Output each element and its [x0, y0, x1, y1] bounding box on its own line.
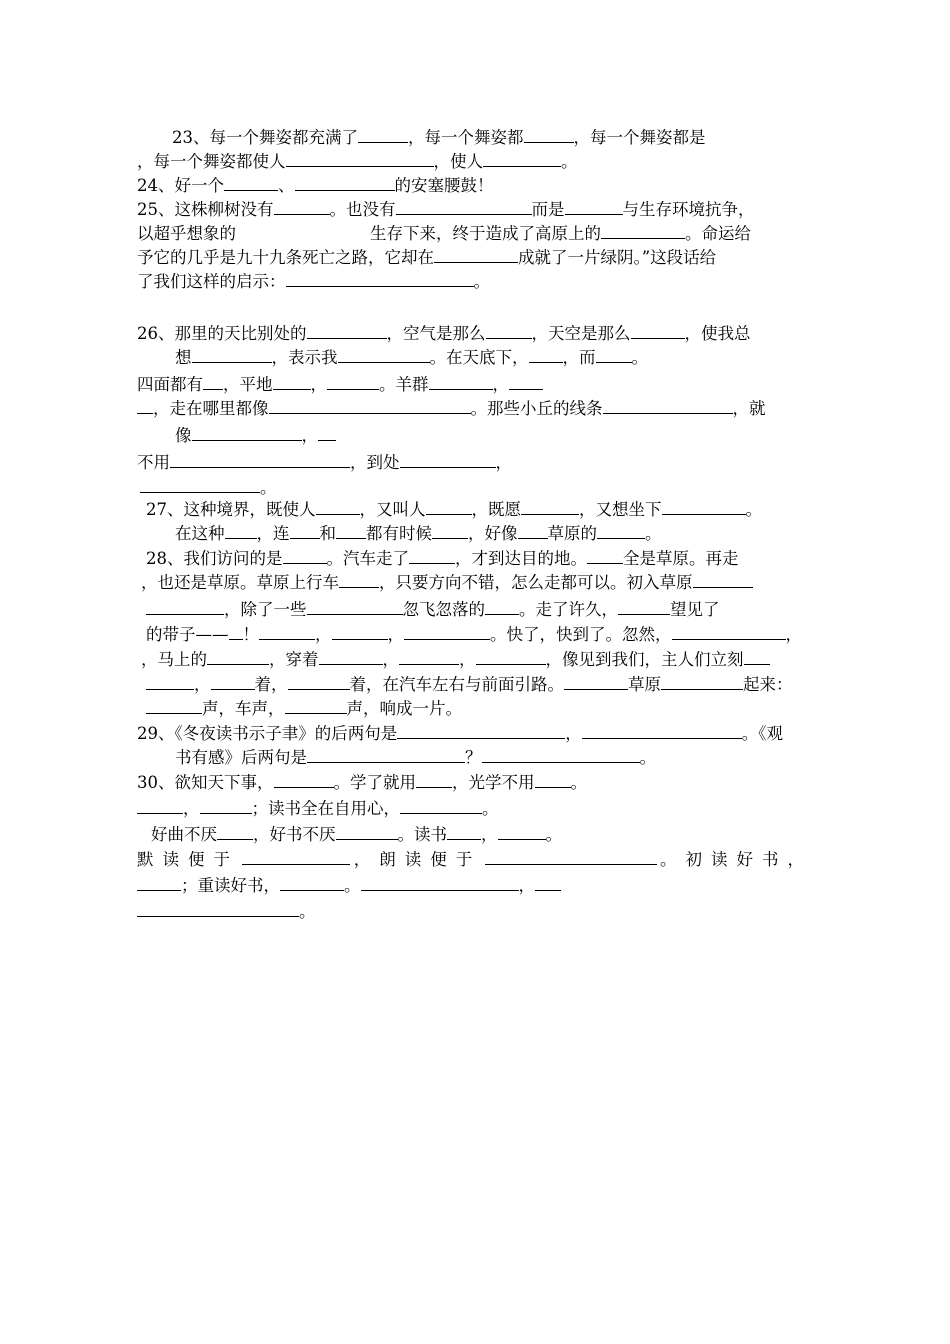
blank[interactable]: [486, 322, 532, 339]
blank[interactable]: [336, 823, 398, 840]
blank[interactable]: [229, 623, 243, 640]
q28-line-2: ，也还是草原。草原上行车 ，只要方向不错，怎么走都可以。初入草原: [141, 571, 753, 595]
blank[interactable]: [192, 424, 302, 441]
blank[interactable]: [146, 673, 194, 690]
blank[interactable]: [288, 673, 350, 690]
blank[interactable]: [273, 373, 311, 390]
blank[interactable]: [518, 522, 548, 539]
blank[interactable]: [416, 771, 452, 788]
blank[interactable]: [203, 373, 223, 390]
q27-line-1: 27、这种境界，既使人 ，又叫人 ，既愿 ，又想坐下 。: [146, 500, 762, 519]
q25-line-2: 以超乎想象的 生存下来，终于造成了高原上的 。命运给: [137, 224, 751, 243]
q26-line-4: ，走在哪里都像 。那些小丘的线条 ，就: [137, 397, 766, 421]
blank[interactable]: [274, 198, 330, 215]
blank[interactable]: [429, 373, 493, 390]
blank[interactable]: [295, 174, 395, 191]
blank[interactable]: [192, 346, 272, 363]
blank[interactable]: [339, 571, 379, 588]
blank[interactable]: [207, 648, 269, 665]
blank[interactable]: [137, 900, 299, 917]
blank[interactable]: [332, 623, 388, 640]
blank[interactable]: [529, 346, 563, 363]
blank[interactable]: [400, 451, 496, 468]
q30-line-6: 。: [137, 900, 316, 924]
blank[interactable]: [336, 522, 366, 539]
q25-line-1: 25、这株柳树没有 。也没有 而是 与生存环境抗争，: [137, 200, 755, 219]
q26-line-7: 。: [140, 476, 277, 500]
q30-line-1: 30、欲知天下事， 。学了就用 ，光学不用 。: [137, 773, 587, 792]
blank[interactable]: [137, 874, 181, 891]
blank[interactable]: [535, 874, 561, 891]
q26-line-1: 26、那里的天比别处的 ，空气是那么 ，天空是那么 ，使我总: [137, 324, 751, 343]
blank[interactable]: [603, 397, 733, 414]
blank[interactable]: [269, 397, 471, 414]
blank[interactable]: [509, 373, 543, 390]
blank[interactable]: [672, 623, 786, 640]
blank[interactable]: [146, 598, 224, 615]
q28-line-3: ，除了一些 忽飞忽落的 。走了许久， 望见了: [146, 598, 720, 622]
q30-line-2: ， ；读书全在自用心， 。: [137, 797, 499, 821]
blank[interactable]: [224, 174, 278, 191]
blank[interactable]: [211, 673, 255, 690]
blank[interactable]: [631, 322, 685, 339]
blank[interactable]: [307, 322, 387, 339]
q29-line-1: 29、《冬夜读书示子聿》的后两句是 ， 。《观: [137, 724, 783, 743]
blank[interactable]: [744, 648, 770, 665]
blank[interactable]: [400, 797, 482, 814]
blank[interactable]: [524, 126, 574, 143]
q28-line-7: 声，车声， 声，响成一片。: [146, 697, 462, 721]
blank[interactable]: [485, 598, 519, 615]
blank[interactable]: [285, 697, 347, 714]
blank[interactable]: [582, 722, 742, 739]
blank[interactable]: [242, 848, 350, 865]
blank[interactable]: [565, 198, 623, 215]
blank[interactable]: [661, 673, 743, 690]
blank[interactable]: [338, 346, 430, 363]
blank[interactable]: [432, 522, 468, 539]
blank[interactable]: [601, 222, 685, 239]
q24-line-1: 24、好一个 、 的安塞腰鼓！: [137, 176, 494, 195]
blank[interactable]: [307, 598, 403, 615]
blank[interactable]: [399, 648, 459, 665]
blank[interactable]: [596, 346, 632, 363]
q28-line-4: 的带子—— ！ ， ， 。快了，快到了。忽然， ，: [146, 625, 802, 644]
q25-line-3: 予它的几乎是九十九条死亡之路，它却在 成就了一片绿阴。”这段话给: [137, 248, 717, 267]
blank[interactable]: [307, 746, 465, 763]
blank[interactable]: [146, 697, 202, 714]
blank[interactable]: [274, 771, 334, 788]
blank[interactable]: [319, 648, 383, 665]
blank[interactable]: [361, 874, 519, 891]
blank[interactable]: [521, 498, 579, 515]
blank[interactable]: [259, 623, 315, 640]
blank[interactable]: [217, 823, 253, 840]
blank[interactable]: [482, 746, 640, 763]
blank[interactable]: [618, 598, 670, 615]
blank[interactable]: [404, 623, 490, 640]
blank[interactable]: [283, 547, 327, 564]
q26-line-6: 不用 ，到处 ，: [137, 453, 512, 472]
blank[interactable]: [434, 246, 518, 263]
q29-line-2: 书有感》后两句是 ？ 。: [175, 748, 656, 767]
blank[interactable]: [327, 373, 379, 390]
q26-line-2: 想 ，表示我 。在天底下， ，而 。: [175, 348, 648, 367]
q28-line-1: 28、我们访问的是 。汽车走了 ，才到达目的地。 全是草原。再走: [146, 549, 739, 568]
blank[interactable]: [397, 722, 565, 739]
blank[interactable]: [280, 874, 344, 891]
q23-line-2: ，每一个舞姿都使人 ，使人 。: [137, 152, 578, 171]
blank[interactable]: [587, 547, 623, 564]
q23-line-1: 23、每一个舞姿都充满了 ，每一个舞姿都 ，每一个舞姿都是: [172, 128, 706, 147]
blank[interactable]: [316, 498, 360, 515]
blank[interactable]: [564, 673, 628, 690]
q26-line-3: 四面都有 ，平地 ， 。羊群 ，: [137, 373, 543, 397]
blank[interactable]: [137, 797, 183, 814]
q28-line-5: ，马上的 ，穿着 ， ， ，像见到我们，主人们立刻: [141, 648, 770, 672]
blank[interactable]: [476, 648, 546, 665]
q30-line-3: 好曲不厌 ，好书不厌 。读书 ， 。: [151, 825, 562, 844]
blank[interactable]: [358, 126, 408, 143]
blank[interactable]: [483, 150, 561, 167]
blank[interactable]: [290, 522, 320, 539]
q27-line-2: 在这种 ，连 和 都有时候 ，好像 草原的 。: [175, 524, 662, 543]
blank[interactable]: [498, 823, 546, 840]
blank[interactable]: [693, 571, 753, 588]
q28-line-6: ， 着， 着，在汽车左右与前面引路。 草原 起来：: [146, 673, 793, 697]
blank[interactable]: [485, 848, 657, 865]
blank[interactable]: [426, 498, 472, 515]
q30-line-5: ；重读好书， 。 ，: [137, 874, 561, 898]
blank[interactable]: [170, 451, 350, 468]
blank[interactable]: [409, 547, 455, 564]
blank[interactable]: [286, 150, 434, 167]
blank[interactable]: [137, 397, 153, 414]
blank[interactable]: [535, 771, 571, 788]
blank[interactable]: [597, 522, 645, 539]
blank[interactable]: [447, 823, 481, 840]
blank[interactable]: [662, 498, 746, 515]
blank[interactable]: [225, 522, 257, 539]
blank[interactable]: [396, 198, 532, 215]
q25-line-4: 了我们这样的启示： 。: [137, 272, 490, 291]
blank[interactable]: [286, 270, 474, 287]
blank[interactable]: [200, 797, 252, 814]
blank[interactable]: [140, 476, 260, 493]
q30-line-4: 默读便于 ，朗读便于 。初读好书，: [137, 850, 813, 869]
blank[interactable]: [318, 424, 336, 441]
q26-line-5: 像 ，: [175, 424, 336, 448]
